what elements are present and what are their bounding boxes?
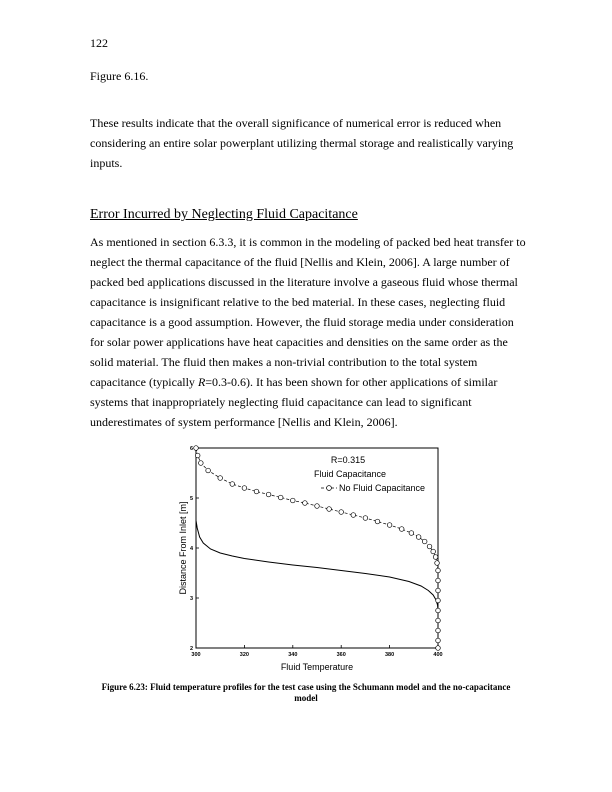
y-tick-label: 6 bbox=[189, 446, 193, 452]
legend-title: R=0.315 bbox=[330, 455, 366, 465]
data-point-no-fluid-capacitance bbox=[254, 489, 259, 494]
legend-entry-fluid-capacitance: Fluid Capacitance bbox=[313, 469, 387, 479]
x-axis-label: Fluid Temperature bbox=[280, 662, 354, 672]
paragraph-symbol-r: R bbox=[197, 375, 206, 389]
paragraph-fluid-capacitance bbox=[90, 232, 530, 432]
x-tick-label: 340 bbox=[288, 652, 298, 658]
data-point-no-fluid-capacitance bbox=[436, 646, 441, 651]
data-point-no-fluid-capacitance bbox=[409, 531, 414, 536]
y-tick-label: 2 bbox=[189, 646, 193, 652]
paragraph-text-b: =0.3-0.6). It has been shown for other applications of similar systems that inappropriately neglecting fluid capacitance can lead to significant underestimates of system performance [Nellis and Klein, 2006]. bbox=[90, 375, 498, 429]
data-point-no-fluid-capacitance bbox=[199, 461, 204, 466]
x-tick-label: 400 bbox=[433, 652, 443, 658]
data-point-no-fluid-capacitance bbox=[436, 628, 441, 633]
data-point-no-fluid-capacitance bbox=[387, 523, 392, 528]
data-point-no-fluid-capacitance bbox=[278, 495, 283, 500]
data-point-no-fluid-capacitance bbox=[435, 561, 440, 566]
data-point-no-fluid-capacitance bbox=[218, 476, 223, 481]
data-point-no-fluid-capacitance bbox=[194, 446, 199, 451]
data-point-no-fluid-capacitance bbox=[327, 507, 332, 512]
data-point-no-fluid-capacitance bbox=[422, 539, 427, 544]
data-point-no-fluid-capacitance bbox=[363, 516, 368, 521]
data-point-no-fluid-capacitance bbox=[303, 501, 308, 506]
data-point-no-fluid-capacitance bbox=[315, 504, 320, 509]
figure-6-23 bbox=[178, 440, 443, 680]
data-point-no-fluid-capacitance bbox=[206, 468, 211, 473]
paragraph-results: These results indicate that the overall significance of numerical error is reduced when considering an entire solar powerplant utilizing thermal storage and realistically varying inputs. bbox=[90, 116, 514, 170]
data-point-no-fluid-capacitance bbox=[427, 544, 432, 549]
x-tick-label: 360 bbox=[336, 652, 346, 658]
data-point-no-fluid-capacitance bbox=[375, 519, 380, 524]
figure-caption: Figure 6.23: Fluid temperature profiles for the test case using the Schumann model and the no-capacitance model bbox=[101, 682, 511, 703]
data-point-no-fluid-capacitance bbox=[436, 578, 441, 583]
data-point-no-fluid-capacitance bbox=[436, 638, 441, 643]
y-axis-label: Distance From Inlet [m] bbox=[178, 501, 188, 595]
data-point-no-fluid-capacitance bbox=[339, 510, 344, 515]
data-point-no-fluid-capacitance bbox=[436, 588, 441, 593]
y-tick-label: 5 bbox=[189, 496, 193, 502]
data-point-no-fluid-capacitance bbox=[416, 535, 421, 540]
data-point-no-fluid-capacitance bbox=[436, 568, 441, 573]
y-tick-label: 4 bbox=[189, 546, 193, 552]
x-tick-label: 300 bbox=[191, 652, 201, 658]
data-point-no-fluid-capacitance bbox=[436, 608, 441, 613]
data-point-no-fluid-capacitance bbox=[431, 549, 436, 554]
legend-entry-no-fluid-capacitance: No Fluid Capacitance bbox=[339, 483, 426, 493]
data-point-no-fluid-capacitance bbox=[433, 555, 438, 560]
data-point-no-fluid-capacitance bbox=[436, 618, 441, 623]
data-point-no-fluid-capacitance bbox=[242, 486, 247, 491]
x-tick-label: 320 bbox=[239, 652, 249, 658]
data-point-no-fluid-capacitance bbox=[291, 498, 296, 503]
data-point-no-fluid-capacitance bbox=[436, 598, 441, 603]
temperature-profile-chart bbox=[178, 440, 443, 680]
data-point-no-fluid-capacitance bbox=[266, 492, 271, 497]
data-point-no-fluid-capacitance bbox=[230, 482, 235, 487]
figure-reference: Figure 6.16. bbox=[90, 69, 149, 83]
y-tick-label: 3 bbox=[189, 596, 193, 602]
page-number: 122 bbox=[90, 36, 108, 50]
data-point-no-fluid-capacitance bbox=[351, 513, 356, 518]
paragraph-text-a: As mentioned in section 6.3.3, it is common in the modeling of packed bed heat transfer to neglect the thermal capacitance of the fluid [Nellis and Klein, 2006]. A large number of packed bed applications discussed in the literature involve a gaseous fluid whose thermal capacitance is insignificant relative to the bed material. In these cases, neglecting fluid capacitance is a good assumption. However, the fluid storage media under consideration for solar power applications have heat capacities and densities on the same order as the solid material. The fluid then makes a non-trivial contribution to the total system capacitance (typically bbox=[90, 235, 526, 389]
data-point-no-fluid-capacitance bbox=[399, 527, 404, 532]
legend-marker-no-capacitance bbox=[327, 486, 332, 491]
x-tick-label: 380 bbox=[385, 652, 395, 658]
section-heading: Error Incurred by Neglecting Fluid Capacitance bbox=[90, 207, 358, 222]
data-point-no-fluid-capacitance bbox=[195, 453, 200, 458]
